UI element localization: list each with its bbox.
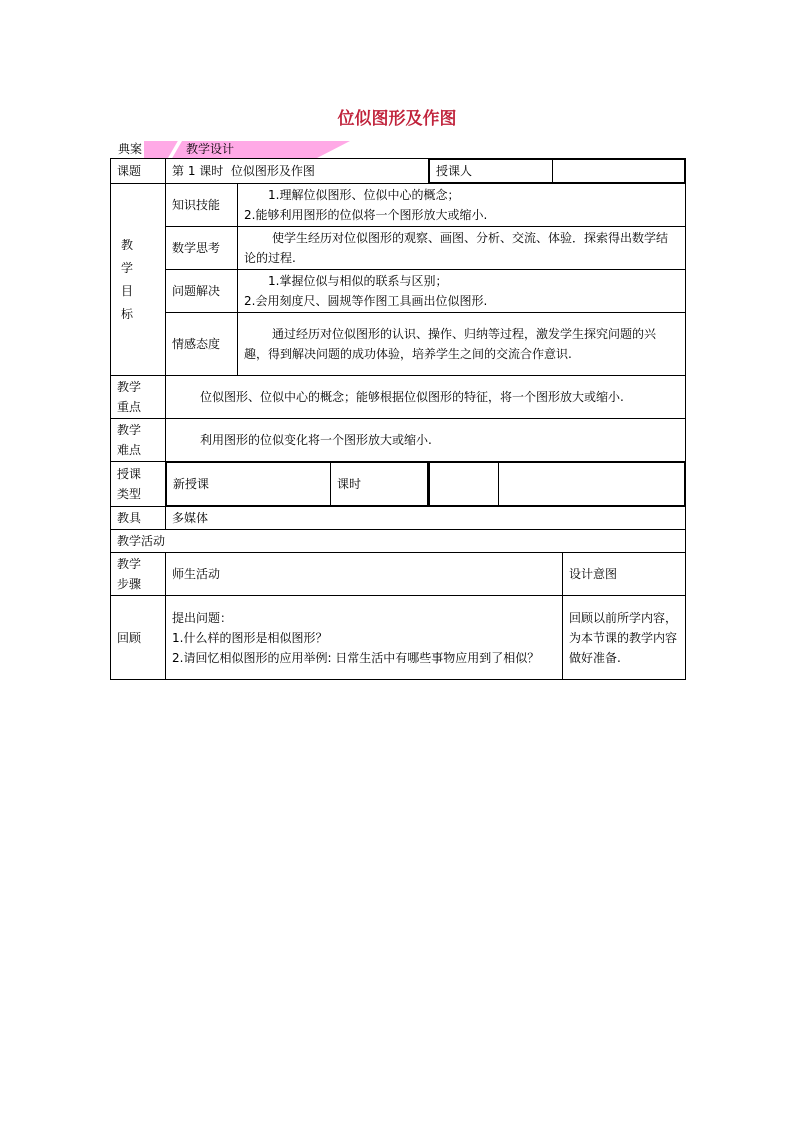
goal-knowledge-line-1: 1.理解位似图形、位似中心的概念；: [268, 188, 460, 202]
steps-label: [111, 553, 166, 596]
goals-label: [111, 184, 166, 376]
tools-value: 多媒体: [166, 507, 686, 530]
goal-label-problem: 问题解决: [166, 270, 238, 313]
lesson-number: 第 1 课时: [172, 164, 224, 178]
lesson-type-cell: [166, 462, 429, 507]
goal-knowledge-line-2: 2.能够利用图形的位似将一个图形放大或缩小.: [244, 208, 488, 222]
banner: [110, 141, 350, 158]
lesson-hours-cell: [429, 462, 686, 507]
lesson-hours-label: 课时: [331, 463, 428, 506]
lesson-plan-table: [110, 158, 686, 680]
key-points-label: [111, 376, 166, 419]
review-label: 回顾: [111, 596, 166, 680]
lesson-hours-spacer: [430, 463, 499, 506]
review-line-1: 提出问题：: [172, 610, 233, 625]
lesson-hours-value: [499, 463, 685, 506]
activity-header: 师生活动: [166, 553, 563, 596]
goal-label-knowledge: 知识技能: [166, 184, 238, 227]
banner-left-label: 典案: [118, 142, 143, 156]
goal-label-thinking: 数学思考: [166, 227, 238, 270]
difficult-points-label-text: 教学难点: [117, 423, 142, 457]
goal-text-knowledge: [238, 184, 686, 227]
intent-header: 设计意图: [563, 553, 686, 596]
banner-right-label: 教学设计: [186, 142, 235, 156]
tools-label: 教具: [111, 507, 166, 530]
review-intent: 回顾以前所学内容，为本节课的教学内容做好准备.: [563, 596, 686, 680]
difficult-points-label: [111, 419, 166, 462]
topic-label: 课题: [111, 159, 166, 184]
key-points-text: 位似图形、位似中心的概念；能够根据位似图形的特征，将一个图形放大或缩小.: [166, 376, 686, 419]
review-line-2: 1.什么样的图形是相似图形？: [172, 630, 328, 645]
difficult-points-text: 利用图形的位似变化将一个图形放大或缩小.: [166, 419, 686, 462]
goal-text-attitude: 通过经历对位似图形的认识、操作、归纳等过程，激发学生探究问题的兴趣，得到解决问题的成功体验，培养学生之间的交流合作意识.: [238, 313, 686, 376]
goal-problem-line-2: 2.会用刻度尺、圆规等作图工具画出位似图形.: [244, 294, 488, 308]
teacher-value: [553, 160, 685, 183]
goal-problem-line-1: 1.掌握位似与相似的联系与区别；: [268, 274, 448, 288]
activities-label: 教学活动: [111, 530, 686, 553]
review-line-3: 2.请回忆相似图形的应用举例: 日常生活中有哪些事物应用到了相似？: [172, 650, 540, 665]
goals-label-text: 教学目标: [121, 237, 134, 321]
review-activity: [166, 596, 563, 680]
teacher-cell: [429, 159, 686, 184]
lesson-name: 位似图形及作图: [230, 164, 315, 178]
lesson-type-label-text: 授课类型: [117, 467, 142, 501]
page-title: 位似图形及作图: [337, 109, 457, 129]
goal-text-problem: [238, 270, 686, 313]
lesson-type-label: [111, 462, 166, 507]
teacher-label: 授课人: [430, 160, 553, 183]
lesson-type-value: 新授课: [167, 463, 331, 506]
key-points-label-text: 教学重点: [117, 380, 142, 414]
goal-label-attitude: 情感态度: [166, 313, 238, 376]
steps-label-text: 教学步骤: [117, 557, 142, 591]
goal-text-thinking: 使学生经历对位似图形的观察、画图、分析、交流、体验．探索得出数学结论的过程.: [238, 227, 686, 270]
topic-cell: [166, 159, 429, 184]
